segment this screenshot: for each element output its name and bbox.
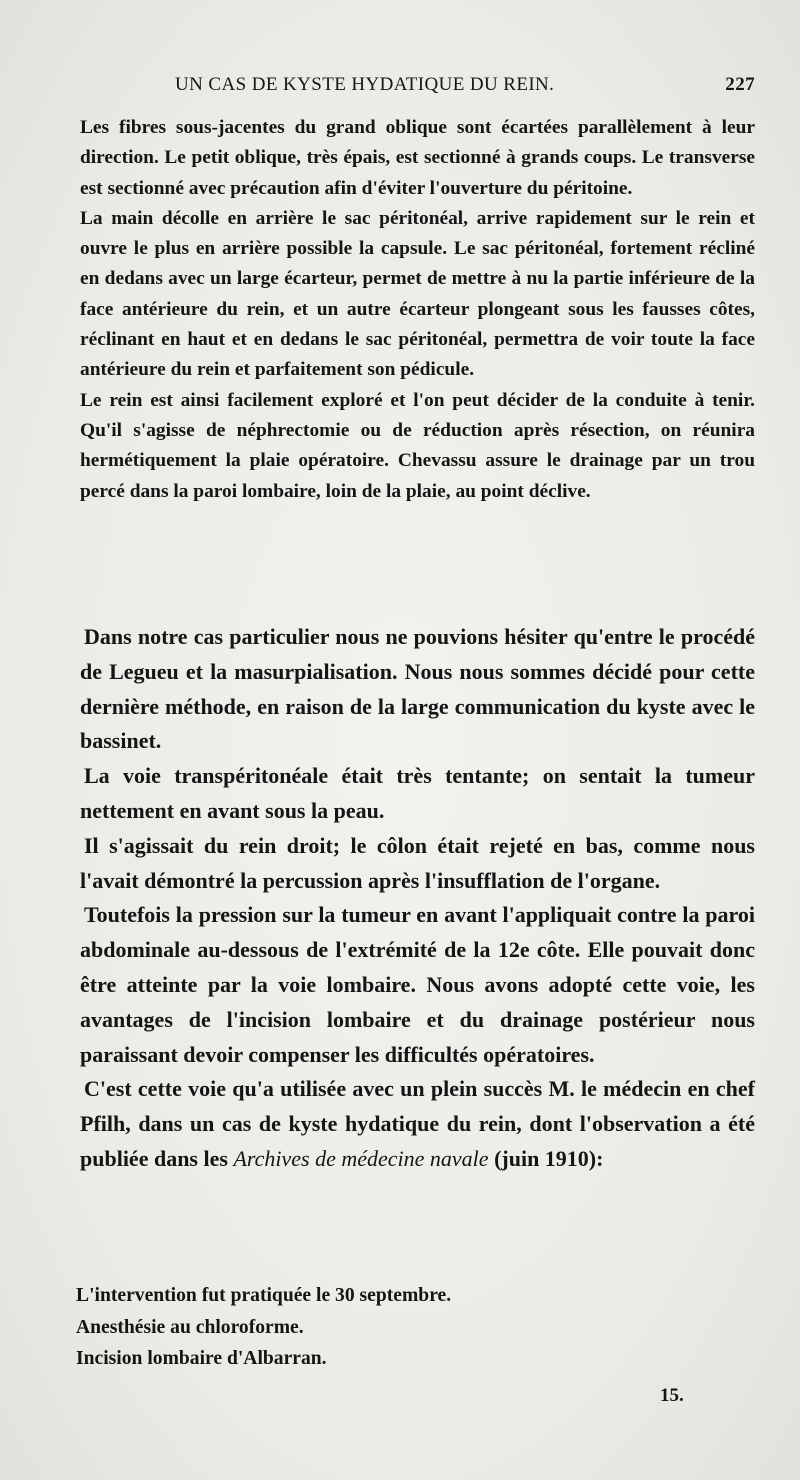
paragraph: Il s'agissait du rein droit; le côlon était rejeté en bas, comme nous l'avait démontré la percussion après l'insufflation de l'organe. bbox=[80, 832, 755, 893]
paragraph-text: (juin 1910): bbox=[488, 1145, 604, 1171]
page-number: 227 bbox=[725, 74, 755, 95]
running-header bbox=[80, 74, 755, 104]
paragraph bbox=[80, 1072, 755, 1176]
paragraph-text: C'est cette voie qu'a utilisée avec un plein succès M. le médecin en chef Pfilh, dans un cas de kyste hydatique du rein, dont l'observation a été publiée dans les bbox=[80, 1076, 755, 1171]
paragraph: Le rein est ainsi facilement exploré et l'on peut décider de la conduite à tenir. Qu'il s'agisse de néphrectomie ou de réduction après résection, on réunira hermétiquement la plaie opératoire. Chevassu assure le drainage par un trou percé dans la paroi lombaire, loin de la plaie, au point déclive. bbox=[80, 389, 755, 502]
paragraph: La voie transpéritonéale était très tentante; on sentait la tumeur nettement en avant sous la peau. bbox=[80, 763, 755, 823]
paragraph: La main décolle en arrière le sac péritonéal, arrive rapidement sur le rein et ouvre le plus en arrière possible la capsule. Le sac péritonéal, fortement récliné en dedans avec un large écarteur, permet de mettre à nu la partie inférieure de la face antérieure du rein, et un autre écarteur plongeant sous les fausses côtes, réclinant en haut et en dedans le sac péritonéal, permettra de voir toute la face antérieure du rein et parfaitement son pédicule. bbox=[80, 207, 755, 381]
journal-title: Archives de médecine navale bbox=[233, 1145, 489, 1171]
small-print-section bbox=[80, 113, 755, 507]
list-item: L'intervention fut pratiquée le 30 septembre. bbox=[76, 1285, 452, 1306]
running-title: UN CAS DE KYSTE HYDATIQUE DU REIN. bbox=[175, 74, 555, 95]
list-item: Incision lombaire d'Albarran. bbox=[76, 1348, 327, 1369]
main-text-section bbox=[80, 620, 755, 1177]
paragraph: Toutefois la pression sur la tumeur en avant l'appliquait contre la paroi abdominale au-dessous de l'extrémité de la 12e côte. Elle pouvait donc être atteinte par la voie lombaire. Nous avons adopté cette voie, les avantages de l'incision lombaire et du drainage postérieur nous paraissant devoir compenser les difficultés opératoires. bbox=[80, 902, 755, 1067]
paragraph: Les fibres sous-jacentes du grand oblique sont écartées parallèlement à leur direction. Le petit oblique, très épais, est sectionné à grands coups. Le transverse est sectionné avec précaution afin d'éviter l'ouverture du péritoine. bbox=[80, 117, 755, 199]
observation-list bbox=[76, 1280, 751, 1375]
paragraph: Dans notre cas particulier nous ne pouvions hésiter qu'entre le procédé de Legueu et la masurpialisation. Nous nous sommes décidé pour cette dernière méthode, en raison de la large communication du kyste avec le bassinet. bbox=[80, 624, 755, 754]
signature-mark: 15. bbox=[660, 1385, 684, 1406]
list-item: Anesthésie au chloroforme. bbox=[76, 1316, 304, 1338]
